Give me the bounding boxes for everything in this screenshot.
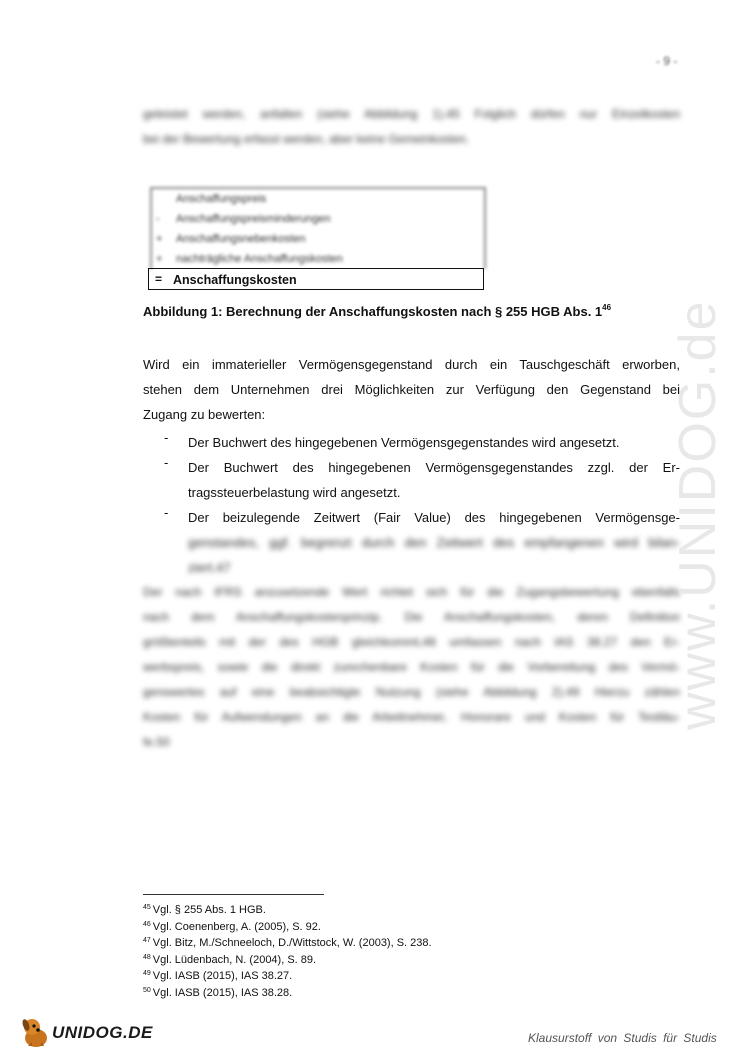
- paragraph-line: größtenteils mit der des HGB gleichkommt,48 umfassen nach IAS 38.27 den Er-: [143, 635, 680, 649]
- footnote-text: Vgl. IASB (2015), IAS 38.28.: [152, 986, 293, 999]
- footnote-number: 49: [143, 970, 151, 977]
- unidog-logo: [18, 1014, 158, 1050]
- paragraph-line: fe.50: [143, 735, 170, 749]
- paragraph-ifrs: [143, 580, 680, 755]
- intro-paragraph: [143, 102, 680, 152]
- footnote-number: 48: [143, 953, 151, 961]
- intro-line: geleistet werden, anfallen (siehe Abbildung 1).45 Folglich dürfen nur Einzelkosten: [143, 107, 680, 121]
- watermark-text: www.UNIDOG.de: [669, 299, 727, 730]
- calc-label: Anschaffungspreis: [176, 193, 267, 205]
- calc-label: Anschaffungsnebenkosten: [176, 233, 306, 245]
- paragraph-line: Zugang zu bewerten:: [143, 407, 266, 422]
- calculation-box: [150, 187, 486, 269]
- list-item-text: Der Buchwert des hingegebenen Vermögensgegenstandes zzgl. der Er-: [188, 460, 680, 475]
- calc-result-label: Anschaffungskosten: [173, 273, 297, 287]
- list-item-text: Der Buchwert des hingegebenen Vermögensgegenstandes wird angesetzt.: [188, 435, 620, 450]
- footnote-text: Vgl. Lüdenbach, N. (2004), S. 89.: [152, 953, 317, 966]
- page-number: - 9 -: [656, 54, 678, 68]
- footnote: [143, 901, 432, 918]
- paragraph-line: Wird ein immaterieller Vermögensgegenstand durch ein Tauschgeschäft erworben,: [143, 357, 680, 372]
- list-item-text: tragssteuerbelastung wird angesetzt.: [188, 485, 401, 500]
- footnote: [143, 951, 432, 968]
- calc-sign: +: [156, 253, 163, 265]
- footer-tagline: Klausurstoff von Studis für Studis: [528, 1031, 717, 1045]
- paragraph-line: genswertes auf eine beabsichtigte Nutzung (siehe Abbildung 2).49 Hierzu zählen: [143, 685, 680, 699]
- footnote-number: 50: [143, 986, 151, 994]
- paragraph-line: Kosten für Aufwendungen an die Arbeitnehmer, Honorare und Kosten für Testläu-: [143, 710, 680, 724]
- calc-label: nachträgliche Anschaffungskosten: [176, 253, 343, 265]
- footnote-number: 46: [143, 920, 151, 928]
- paragraph-line: nach dem Anschaffungskostenprinzip. Die Anschaffungskosten, deren Definition: [143, 610, 680, 624]
- paragraph-tauschgeschaeft: [143, 352, 680, 427]
- calc-result-row: [148, 268, 484, 290]
- list-item-text-blurred: genstandes, ggf. begrenzt durch den Zeitwert des empfangenen wird bilan-: [188, 535, 680, 550]
- calc-sign: +: [156, 233, 163, 245]
- logo-text: UNIDOG.DE: [52, 1023, 153, 1042]
- footnote-number: 45: [143, 904, 151, 911]
- figure-caption: [143, 303, 611, 319]
- paragraph-line: Der nach IFRS anzusetzende Wert richtet sich für die Zugangsbewertung ebenfalls: [143, 585, 680, 599]
- list-item-text-blurred: ziert.47: [188, 560, 231, 575]
- figure-caption-text: Abbildung 1: Berechnung der Anschaffungskosten nach § 255 HGB Abs. 1: [143, 304, 603, 319]
- footnote-text: Vgl. Coenenberg, A. (2005), S. 92.: [152, 920, 321, 933]
- dog-icon: [18, 1014, 54, 1050]
- footnote-text: Vgl. Bitz, M./Schneeloch, D./Wittstock, W. (2003), S. 238.: [152, 937, 432, 949]
- footnote: [143, 967, 432, 984]
- footnote: [143, 918, 432, 935]
- calc-sign: -: [156, 213, 160, 225]
- footnotes: [143, 901, 432, 1000]
- intro-line: bei der Bewertung erfasst werden, aber keine Gemeinkosten.: [143, 132, 470, 146]
- calc-result-sign: =: [155, 272, 163, 286]
- footnote-number: 47: [143, 937, 151, 944]
- list-dash: -: [164, 455, 169, 470]
- watermark: [658, 290, 750, 730]
- list-dash: -: [164, 505, 169, 520]
- footnote-text: Vgl. § 255 Abs. 1 HGB.: [152, 904, 266, 916]
- footnote-ref: 46: [602, 303, 612, 312]
- footnote: [143, 934, 432, 951]
- paragraph-line: stehen dem Unternehmen drei Möglichkeiten zur Verfügung den Gegenstand bei: [143, 382, 680, 397]
- footnote-separator: [143, 894, 324, 895]
- footnote-text: Vgl. IASB (2015), IAS 38.27.: [152, 970, 293, 982]
- list-item-text: Der beizulegende Zeitwert (Fair Value) des hingegebenen Vermögensge-: [188, 510, 680, 525]
- paragraph-line: werbspreis, sowie die direkt zurechenbare Kosten für die Vorbereitung des Vermö-: [143, 660, 680, 674]
- footnote: [143, 984, 432, 1001]
- list-dash: -: [164, 430, 169, 445]
- calc-label: Anschaffungspreisminderungen: [176, 213, 331, 225]
